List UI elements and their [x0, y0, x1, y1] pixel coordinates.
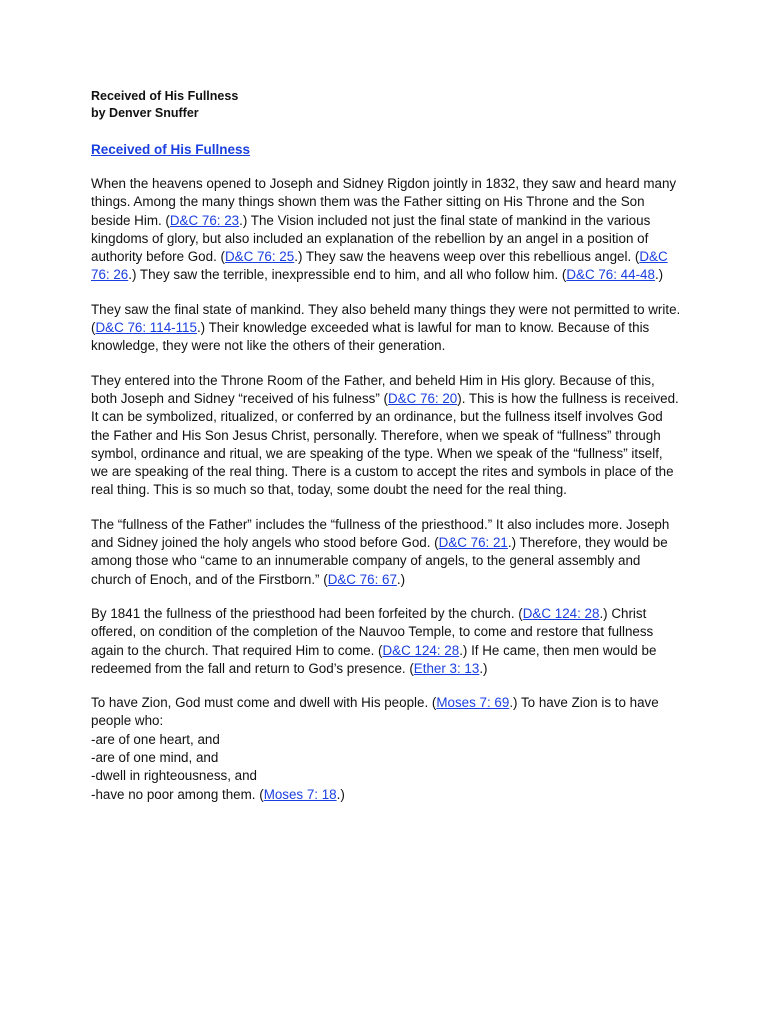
list-item: -dwell in righteousness, and — [91, 768, 257, 784]
scripture-link[interactable]: D&C 76: 25 — [224, 249, 295, 265]
document-page — [91, 88, 681, 804]
scripture-link[interactable]: Moses 7: 69 — [436, 695, 510, 711]
title-link-container — [91, 140, 681, 159]
scripture-link[interactable]: D&C 76: 26 — [91, 249, 668, 283]
paragraph-5 — [91, 605, 681, 678]
paragraph-text: They entered into the Throne Room of the Father, and beheld Him in His glory. Because of this, both Joseph and Sidney “received of his fulness” ( — [91, 372, 655, 406]
paragraph-6 — [91, 694, 681, 731]
paragraph-text: .) If He came, then men would be redeemed from the fall and return to God’s presence. ( — [91, 642, 657, 676]
list-item-text: -have no poor among them. ( — [91, 786, 264, 802]
paragraph-3 — [91, 372, 681, 500]
document-header — [91, 88, 681, 122]
paragraph-text: .) — [396, 571, 406, 587]
paragraph-text: .) The Vision included not just the final state of mankind in the various kingdoms of glory, but also included an explanation of the rebellion by an angel in a position of authority before God. ( — [91, 212, 651, 265]
list-item: -are of one heart, and — [91, 731, 220, 747]
scripture-link[interactable]: D&C 76: 114-115 — [95, 320, 197, 336]
scripture-link[interactable]: D&C 76: 21 — [438, 535, 508, 551]
scripture-link[interactable]: D&C 76: 23 — [169, 212, 240, 228]
paragraph-text: ). This is how the fullness is received. It can be symbolized, ritualized, or conferred by an ordinance, but the fullness itself involves God the Father and His Son Jesus Christ, personally. Therefore, when we speak of “fullness” through symbol, ordinance and ritual, we are speaking of the type. When we speak of the “fullness” itself, we are speaking of the real thing. There is a custom to accept the rites and symbols in place of the real thing. This is so much so that, today, some doubt the need for the real thing. — [91, 390, 679, 498]
paragraph-text: When the heavens opened to Joseph and Sidney Rigdon jointly in 1832, they saw and heard many things. Among the many things shown them was the Father sitting on His Throne and the Son beside Him. ( — [91, 176, 677, 228]
paragraph-text: .) — [479, 660, 488, 676]
paragraph-text: .) They saw the heavens weep over this rebellious angel. ( — [294, 249, 640, 265]
title-link[interactable]: Received of His Fullness — [91, 142, 251, 157]
zion-list — [91, 731, 681, 804]
paragraph-2 — [91, 301, 681, 356]
paragraph-text: .) — [654, 267, 664, 283]
list-item: -are of one mind, and — [91, 750, 219, 766]
paragraph-text: .) To have Zion is to have people who: — [91, 695, 659, 729]
scripture-link[interactable]: Moses 7: 18 — [263, 786, 337, 802]
scripture-link[interactable]: D&C 76: 20 — [388, 390, 458, 406]
paragraph-text: .) Therefore, they would be among those who “came to an innumerable company of angels, to the general assembly and church of Enoch, and of the Firstborn.” ( — [91, 535, 668, 587]
paragraph-text: To have Zion, God must come and dwell with His people. ( — [91, 695, 437, 711]
list-item-text: .) — [336, 786, 345, 802]
paragraph-text: By 1841 the fullness of the priesthood had been forfeited by the church. ( — [91, 605, 523, 621]
paragraph-text: .) They saw the terrible, inexpressible end to him, and all who follow him. ( — [128, 267, 567, 283]
paragraph-text: The “fullness of the Father” includes the “fullness of the priesthood.” It also includes more. Joseph and Sidney joined the holy angels who stood before God. ( — [91, 516, 670, 551]
scripture-link[interactable]: D&C 124: 28 — [382, 642, 460, 658]
paragraph-1 — [91, 175, 681, 285]
list-item — [91, 786, 681, 804]
document-title: Received of His Fullness — [91, 89, 239, 103]
scripture-link[interactable]: D&C 76: 67 — [327, 571, 397, 587]
paragraph-text: .) Their knowledge exceeded what is lawful for man to know. Because of this knowledge, they were not like the others of their generation. — [91, 320, 650, 354]
paragraph-text: They saw the final state of mankind. They also beheld many things they were not permitted to write. ( — [91, 301, 681, 336]
paragraph-text: .) Christ offered, on condition of the completion of the Nauvoo Temple, to come and restore that fullness again to the church. That required Him to come. ( — [91, 605, 654, 658]
document-byline: by Denver Snuffer — [91, 106, 199, 120]
scripture-link[interactable]: Ether 3: 13 — [413, 660, 480, 676]
scripture-link[interactable]: D&C 76: 44-48 — [566, 267, 655, 283]
paragraph-4 — [91, 516, 681, 589]
scripture-link[interactable]: D&C 124: 28 — [522, 605, 600, 621]
